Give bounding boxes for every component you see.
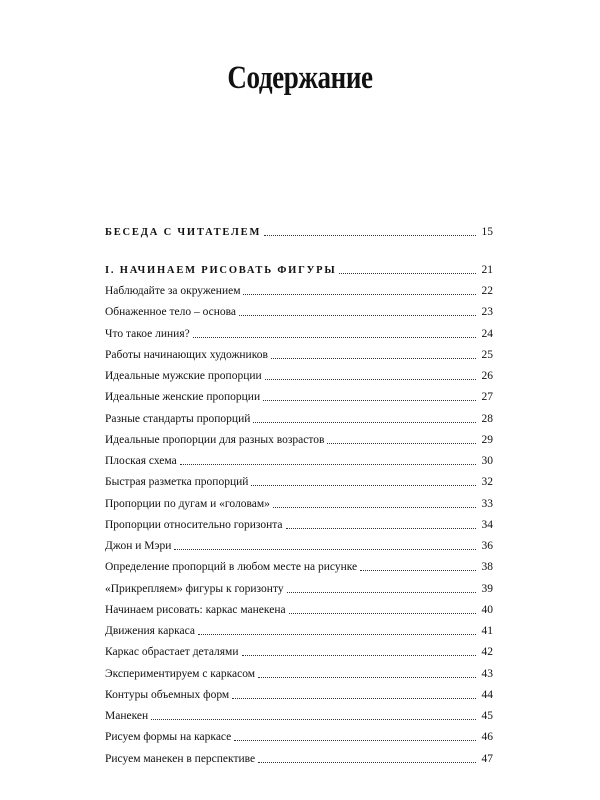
dot-leader [193, 337, 476, 338]
toc-entry-title: Контуры объемных форм [105, 688, 230, 701]
toc-entry-title: Быстрая разметка пропорций [105, 476, 249, 489]
toc-entry-title: Плоская схема [105, 455, 177, 467]
dot-leader [180, 464, 476, 465]
dot-leader [174, 549, 476, 550]
toc-page-number: 40 [481, 603, 493, 616]
dot-leader [339, 273, 476, 274]
dot-leader [263, 400, 476, 401]
toc-entry [105, 432, 493, 448]
dot-leader [253, 422, 476, 423]
toc-entry-title: Что такое линия? [105, 327, 190, 340]
toc-entry [105, 644, 493, 660]
toc-entry [105, 687, 493, 703]
toc-page-number: 29 [481, 433, 493, 446]
dot-leader [258, 677, 476, 678]
dot-leader [264, 235, 476, 236]
toc-entry-title: Начинаем рисовать: каркас манекена [105, 603, 286, 616]
toc-entry-title: Пропорции относительно горизонта [105, 518, 283, 531]
toc-entry [105, 581, 493, 597]
toc-entry-title: БЕСЕДА С ЧИТАТЕЛЕМ [105, 227, 262, 238]
toc-entry [105, 283, 493, 299]
toc-entry [105, 496, 493, 512]
toc-page-number: 21 [481, 264, 493, 276]
toc-entry [105, 411, 493, 427]
dot-leader [234, 740, 476, 741]
dot-leader [198, 634, 476, 635]
toc-page-number: 43 [481, 667, 493, 680]
toc-entry [105, 751, 493, 767]
toc-entry [105, 538, 493, 554]
toc-page-number: 30 [481, 455, 493, 467]
toc-entry-title: Рисуем манекен в перспективе [105, 752, 256, 765]
dot-leader [289, 613, 476, 614]
toc-page-number: 22 [481, 285, 493, 297]
dot-leader [360, 570, 476, 571]
toc-page-number: 38 [481, 561, 493, 574]
toc-entry [105, 623, 493, 639]
toc-entry [105, 368, 493, 384]
dot-leader [242, 655, 477, 656]
toc-page-number: 24 [481, 327, 493, 340]
dot-leader [287, 592, 476, 593]
toc-entry-title: Определение пропорций в любом месте на рисунке [105, 561, 358, 574]
toc-entry-title: Каркас обрастает деталями [105, 646, 239, 659]
toc-page-number: 27 [481, 391, 493, 404]
toc-page-number: 44 [481, 688, 493, 701]
toc-entry-title: Движения каркаса [105, 625, 195, 637]
toc-page-number: 23 [481, 306, 493, 319]
dot-leader [251, 485, 476, 486]
toc-page-number: 41 [481, 625, 493, 637]
toc-page-number: 42 [481, 646, 493, 659]
toc-page-number: 15 [481, 226, 493, 238]
toc-page-number: 39 [481, 582, 493, 595]
toc-entry-title: I. НАЧИНАЕМ РИСОВАТЬ ФИГУРЫ [105, 265, 337, 276]
toc-page-number: 46 [481, 731, 493, 744]
toc-entry [105, 326, 493, 342]
toc-entry [105, 453, 493, 469]
dot-leader [258, 762, 476, 763]
toc-entry [105, 729, 493, 745]
toc-entry [105, 517, 493, 533]
toc-entry [105, 602, 493, 618]
toc-entry-title: Манекен [105, 710, 149, 722]
toc-entry [105, 559, 493, 575]
dot-leader [232, 698, 476, 699]
toc-page-number: 25 [481, 348, 493, 361]
dot-leader [271, 358, 476, 359]
toc-entry [105, 666, 493, 682]
toc-section-entry [105, 262, 493, 278]
dot-leader [243, 294, 476, 295]
toc-page-number: 26 [481, 370, 493, 382]
toc-entry-title: «Прикрепляем» фигуры к горизонту [105, 582, 284, 595]
dot-leader [273, 507, 476, 508]
toc-entry [105, 389, 493, 405]
dot-leader [286, 528, 477, 529]
toc-entry-title: Пропорции по дугам и «головам» [105, 497, 270, 510]
toc-page-number: 45 [481, 710, 493, 722]
toc-page-number: 34 [481, 518, 493, 531]
toc-page-number: 47 [481, 752, 493, 765]
toc-entry-title: Джон и Мэри [105, 540, 172, 552]
dot-leader [239, 315, 476, 316]
toc-entry [105, 304, 493, 320]
toc-entry-title: Работы начинающих художников [105, 348, 268, 361]
toc-entry-title: Идеальные женские пропорции [105, 391, 261, 404]
toc-page-number: 36 [481, 540, 493, 552]
toc-entry [105, 347, 493, 363]
toc-entry-title: Разные стандарты пропорций [105, 412, 251, 425]
toc-entry [105, 708, 493, 724]
toc-entry-title: Идеальные пропорции для разных возрастов [105, 433, 325, 446]
toc-entry-title: Наблюдайте за окружением [105, 285, 241, 297]
toc-entry-title: Идеальные мужские пропорции [105, 370, 262, 382]
toc-entry-title: Экспериментируем с каркасом [105, 667, 256, 680]
toc-page-number: 28 [481, 412, 493, 425]
toc-page-number: 33 [481, 497, 493, 510]
dot-leader [265, 379, 476, 380]
toc-entry-title: Обнаженное тело – основа [105, 306, 237, 319]
toc-page-number: 32 [481, 476, 493, 489]
dot-leader [327, 443, 476, 444]
toc-section-entry [105, 224, 493, 240]
dot-leader [151, 719, 476, 720]
toc-entry-title: Рисуем формы на каркасе [105, 731, 232, 744]
toc-entry [105, 474, 493, 490]
page-title: Содержание [227, 60, 373, 96]
